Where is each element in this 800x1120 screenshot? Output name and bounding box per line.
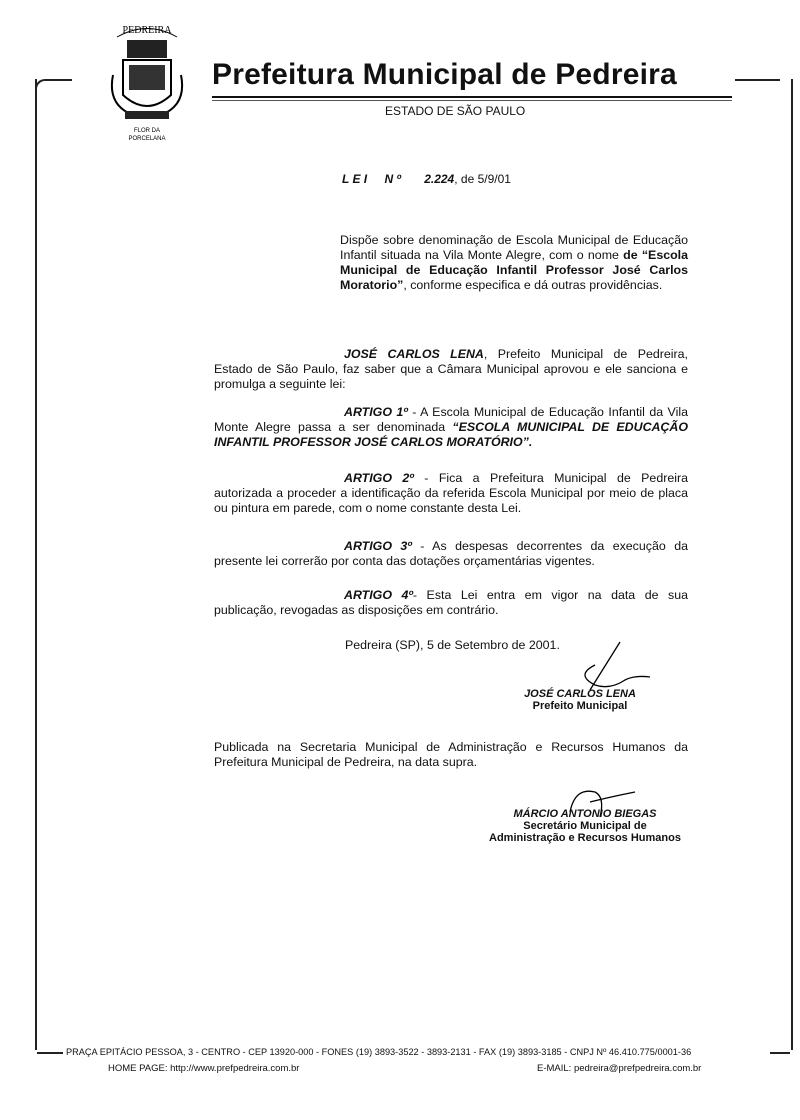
footer-address: PRAÇA EPITÁCIO PESSOA, 3 - CENTRO - CEP 13920-000 - FONES (19) 3893-3522 - 3893-2131 - FAX (19) 3893-3185 - CNPJ Nº 46.410.775/0001-36 [66,1047,692,1057]
frame-top-left [50,79,72,81]
law-summary [340,233,688,293]
article-1 [214,405,688,450]
signatory-2-role: Secretário Municipal de [523,820,647,832]
article-label: ARTIGO 2º [344,471,414,485]
signatory-1 [500,688,660,712]
signature-mayor [560,640,650,695]
article-text: - Esta Lei entra em vigor na data de sua publicação, revogadas as disposições em contrário. [214,588,689,617]
law-label: L E I [342,172,368,186]
summary-text-end: , conforme especifica e dá outras providências. [403,278,663,292]
footer-homepage[interactable]: HOME PAGE: http://www.prefpedreira.com.br [108,1063,300,1074]
title-rule-thin [212,100,732,101]
article-text: - As despesas decorrentes da execução da presente lei correrão por conta das dotações orçamentárias vigentes. [214,539,688,568]
article-4 [214,588,688,618]
title-rule [212,96,732,98]
page-title: Prefeitura Municipal de Pedreira [212,58,677,91]
frame-bottom-right [770,1052,790,1054]
preamble [214,347,688,392]
law-n: N º [384,172,401,186]
article-text: - Fica a Prefeitura Municipal de Pedreira autorizada a proceder a identificação da referida Escola Municipal por meio de placa ou pintura em parede, com o nome constante desta Lei. [214,471,688,515]
signatory-2 [470,808,700,844]
article-text: - A Escola Municipal de Educação Infantil da Vila Monte Alegre passa a ser denominada [214,405,688,434]
svg-text:FLOR DA: FLOR DA [133,128,161,134]
article-3 [214,539,688,569]
svg-text:PORCELANA: PORCELANA [128,136,166,142]
place-date: Pedreira (SP), 5 de Setembro de 2001. [345,638,560,652]
signatory-2-name: MÁRCIO ANTONIO BIEGAS [513,808,657,820]
article-label: ARTIGO 4º [344,588,413,602]
frame-bottom-left [37,1052,63,1054]
state-subtitle: ESTADO DE SÃO PAULO [385,104,526,118]
law-number: 2.224 [424,172,455,186]
frame-top-right [735,79,780,81]
signatory-1-role: Prefeito Municipal [532,700,628,712]
article-label: ARTIGO 1º [344,405,408,419]
mayor-name: JOSÉ CARLOS LENA [344,347,484,361]
municipal-crest-logo [105,15,190,145]
law-heading [342,172,511,186]
article-2 [214,471,688,516]
summary-school-name: de “Escola Municipal de Educação Infantil Professor José Carlos Moratorio” [340,248,688,292]
footer-email[interactable]: E-MAIL: pedreira@prefpedreira.com.br [537,1063,702,1074]
svg-text:PEDREIRA: PEDREIRA [122,25,172,36]
signatory-1-name: JOSÉ CARLOS LENA [524,688,636,700]
law-date: , de 5/9/01 [454,172,511,186]
preamble-text: , Prefeito Municipal de Pedreira, Estado de São Paulo, faz saber que a Câmara Municipal aprovou e ele sanciona e promulga a seguinte lei: [214,347,688,391]
article-school-name: “ESCOLA MUNICIPAL DE EDUCAÇÃO INFANTIL PROFESSOR JOSÉ CARLOS MORATÓRIO”. [214,420,688,449]
article-label: ARTIGO 3º [344,539,412,553]
signatory-2-department: Administração e Recursos Humanos [489,832,681,844]
summary-text: Dispõe sobre denominação de Escola Municipal de Educação Infantil situada na Vila Monte Alegre, com o nome [340,233,688,262]
publication-note: Publicada na Secretaria Municipal de Administração e Recursos Humanos da Prefeitura Municipal de Pedreira, na data supra. [214,740,688,769]
